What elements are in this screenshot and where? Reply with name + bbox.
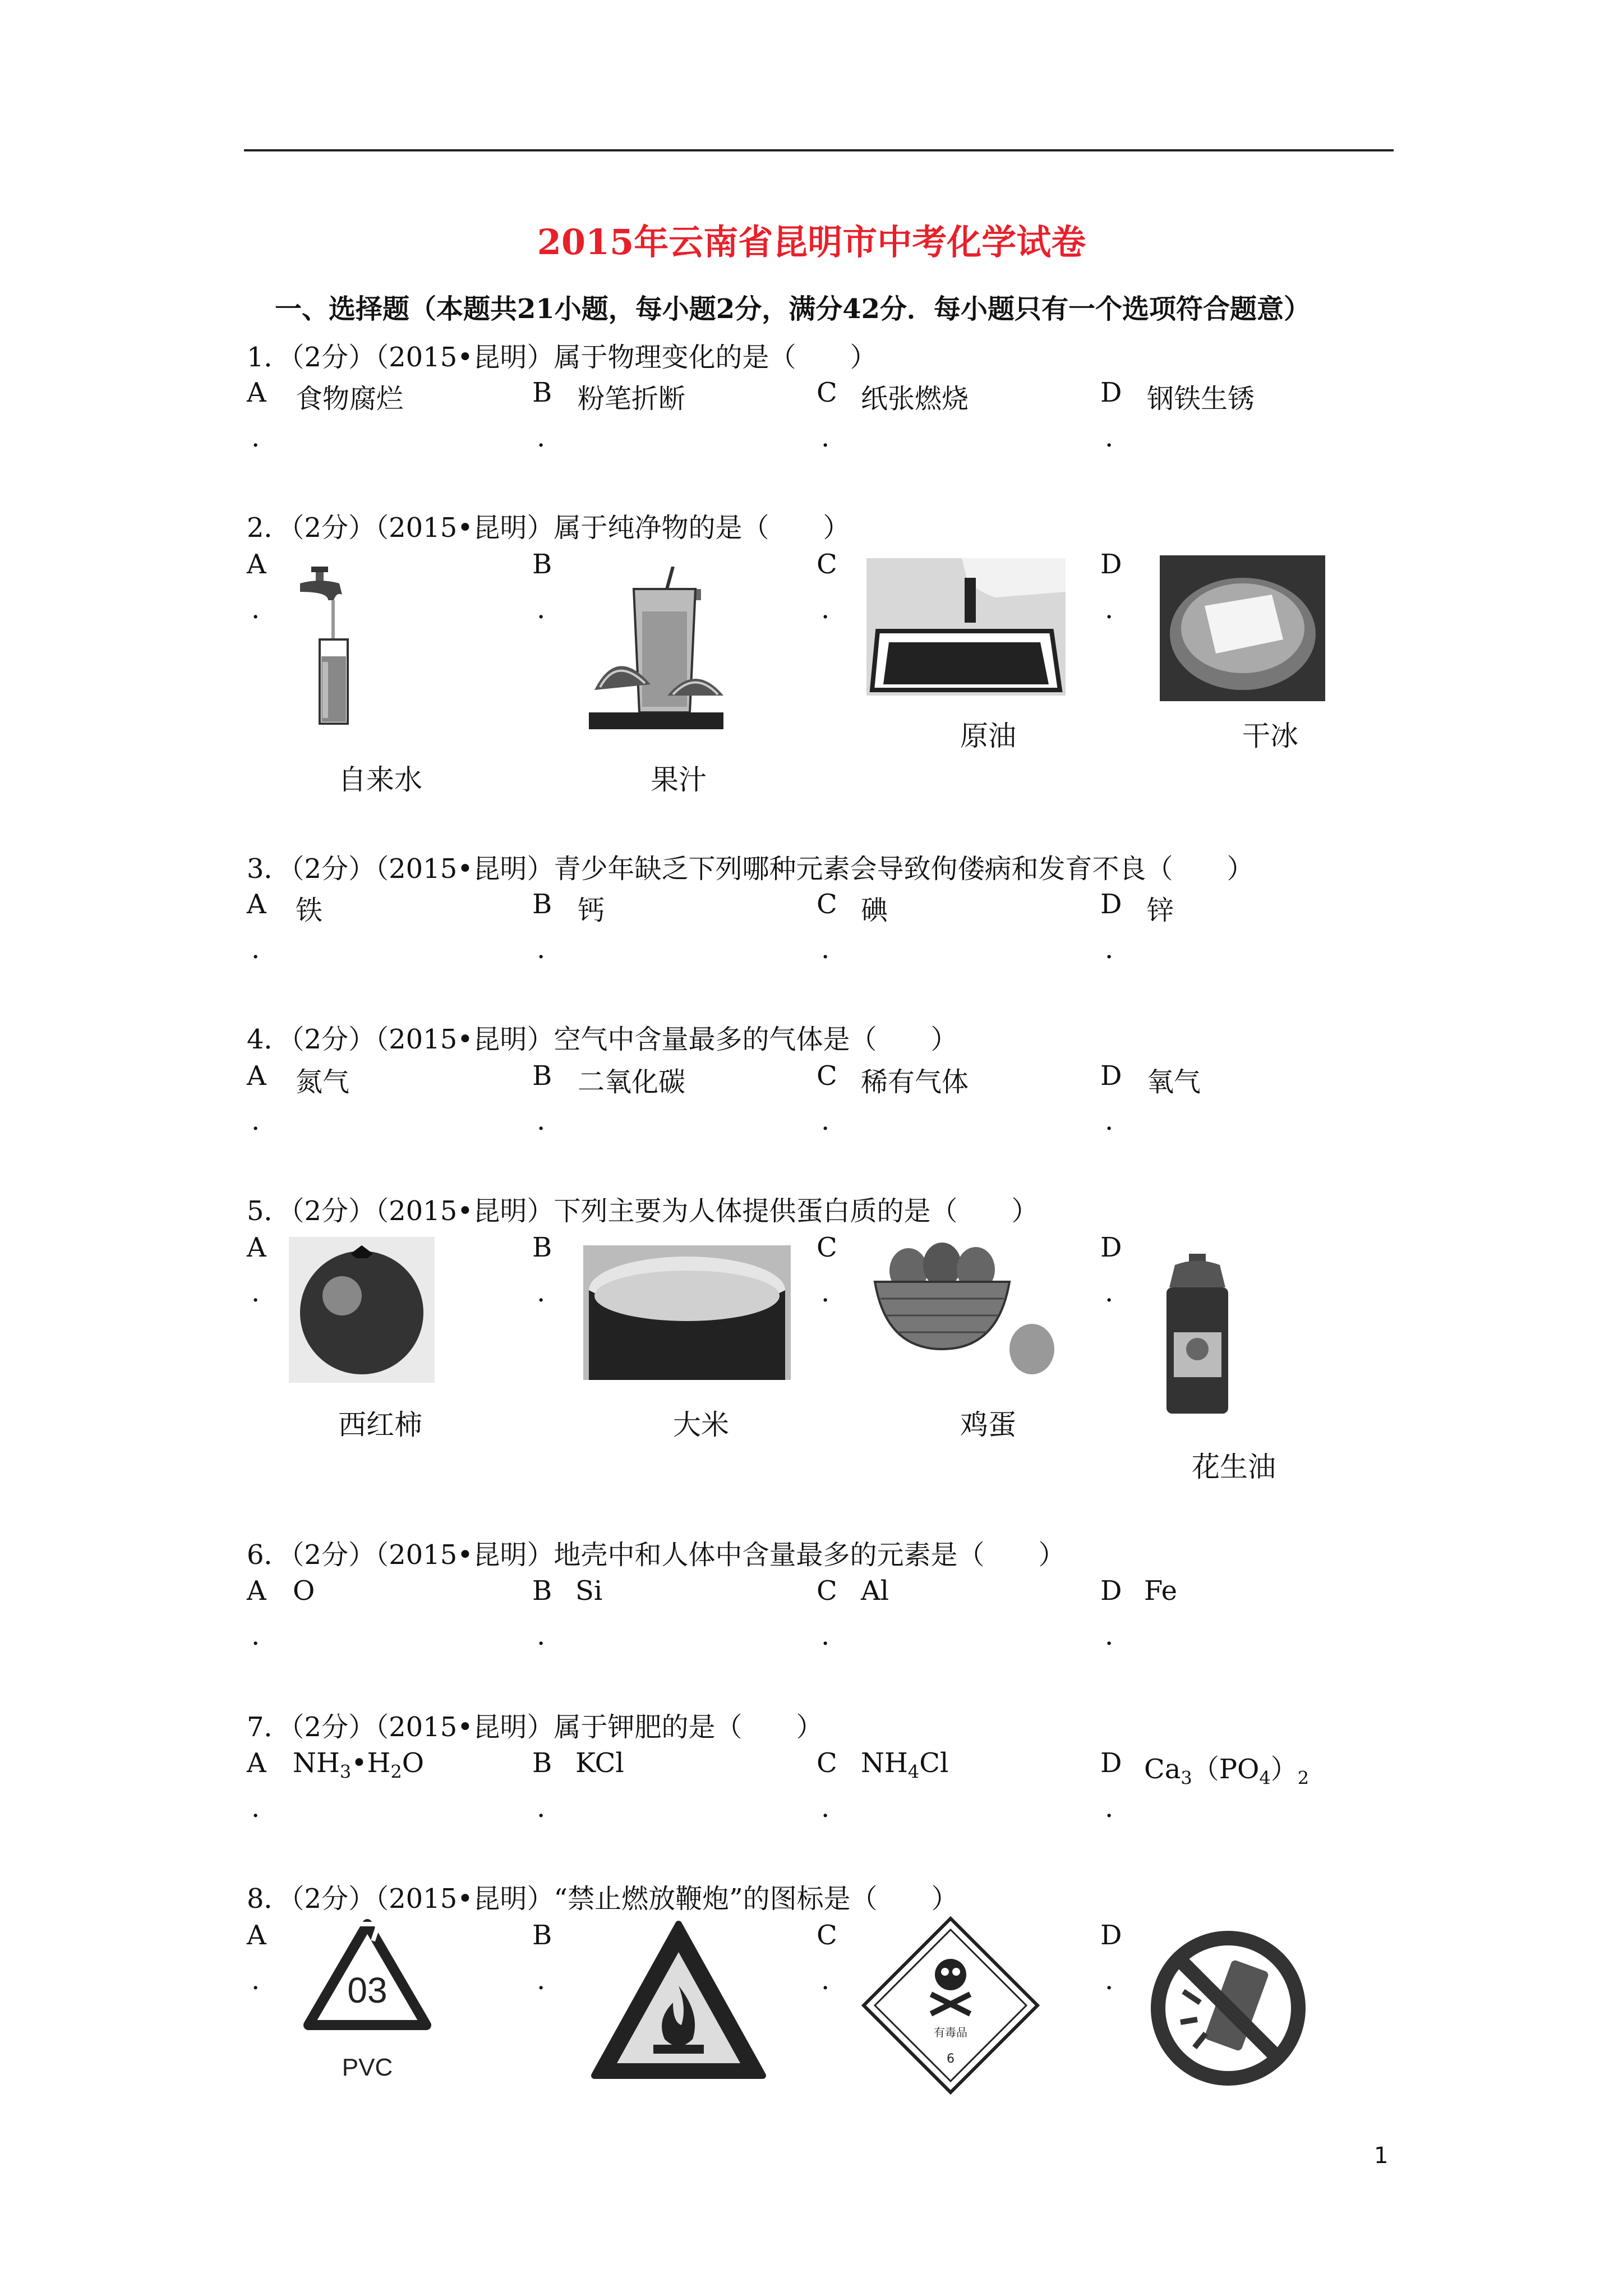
- q1-letter-b: B: [532, 377, 552, 408]
- q4-letter-d: D: [1100, 1060, 1122, 1092]
- q4-option-d[interactable]: 氧气: [1147, 1066, 1201, 1098]
- q1-dot-b: .: [537, 422, 546, 453]
- q3-option-b[interactable]: 钙: [578, 895, 605, 926]
- q5-caption-d: 花生油: [1192, 1451, 1276, 1483]
- q6-dot-b: .: [537, 1620, 546, 1651]
- flammable-warning-icon[interactable]: [589, 1918, 768, 2087]
- q6-letter-a: A: [247, 1575, 266, 1607]
- question-1-stem: 1．（2分）（2015•昆明）属于物理变化的是（ ）: [247, 342, 877, 373]
- q3-letter-c: C: [817, 889, 837, 920]
- q3-option-c[interactable]: 碘: [861, 895, 888, 926]
- q7-letter-b: B: [532, 1747, 552, 1779]
- q7-dot-b: .: [537, 1792, 546, 1824]
- question-8-stem: 8．（2分）（2015•昆明）“禁止燃放鞭炮”的图标是（ ）: [247, 1883, 958, 1915]
- toxic-label: 有毒品: [934, 2026, 967, 2039]
- q2-caption-c: 原油: [960, 720, 1016, 752]
- q2-letter-c: C: [817, 549, 837, 580]
- q8-letter-c: C: [817, 1920, 837, 1951]
- q1-option-d[interactable]: 钢铁生锈: [1147, 383, 1255, 415]
- q3-option-d[interactable]: 锌: [1147, 895, 1174, 926]
- tap-water-image[interactable]: [289, 567, 373, 735]
- eggs-image[interactable]: [864, 1237, 1071, 1383]
- q2-dot-b: .: [537, 593, 546, 625]
- recycle-number: 03: [347, 1970, 388, 2010]
- q5-letter-b: B: [532, 1232, 552, 1263]
- q7-dot-d: .: [1105, 1792, 1114, 1824]
- q4-dot-b: .: [537, 1105, 546, 1137]
- q7-letter-d: D: [1100, 1747, 1122, 1779]
- question-6-stem: 6．（2分）（2015•昆明）地壳中和人体中含量最多的元素是（ ）: [247, 1539, 1066, 1571]
- q6-dot-d: .: [1105, 1620, 1114, 1651]
- recycle-label: PVC: [342, 2054, 393, 2081]
- no-firecrackers-icon[interactable]: [1150, 1930, 1307, 2087]
- q4-dot-a: .: [251, 1105, 260, 1137]
- q1-dot-a: .: [251, 422, 260, 453]
- q3-option-a[interactable]: 铁: [296, 895, 323, 926]
- q1-letter-c: C: [817, 377, 837, 408]
- q3-dot-d: .: [1105, 933, 1114, 965]
- question-5-stem: 5．（2分）（2015•昆明）下列主要为人体提供蛋白质的是（ ）: [247, 1195, 1039, 1227]
- q5-dot-d: .: [1105, 1277, 1114, 1308]
- q8-letter-b: B: [532, 1920, 552, 1951]
- q2-caption-b: 果汁: [651, 763, 707, 796]
- peanut-oil-image[interactable]: [1158, 1254, 1237, 1416]
- q4-letter-a: A: [247, 1060, 266, 1092]
- q5-letter-a: A: [247, 1232, 266, 1263]
- q8-dot-c: .: [821, 1964, 830, 1996]
- q6-dot-a: .: [251, 1620, 260, 1651]
- q2-caption-a: 自来水: [338, 763, 422, 796]
- q3-dot-b: .: [537, 933, 546, 965]
- q7-option-a[interactable]: $NH_3•H_2O$: [293, 1747, 425, 1783]
- toxic-class: 6: [947, 2052, 955, 2066]
- rice-image[interactable]: [583, 1245, 791, 1380]
- question-2-stem: 2．（2分）（2015•昆明）属于纯净物的是（ ）: [247, 512, 850, 544]
- question-4-stem: 4．（2分）（2015•昆明）空气中含量最多的气体是（ ）: [247, 1024, 958, 1055]
- q4-letter-c: C: [817, 1060, 837, 1092]
- q5-dot-b: .: [537, 1277, 546, 1308]
- q5-letter-d: D: [1100, 1232, 1122, 1263]
- q3-letter-a: A: [247, 889, 266, 920]
- q6-option-c[interactable]: Al: [861, 1575, 889, 1607]
- q5-caption-c: 鸡蛋: [960, 1409, 1016, 1441]
- q4-option-b[interactable]: 二氧化碳: [578, 1066, 686, 1098]
- q4-letter-b: B: [532, 1060, 552, 1092]
- q3-dot-a: .: [251, 933, 260, 965]
- q2-letter-a: A: [247, 549, 266, 580]
- question-7-stem: 7．（2分）（2015•昆明）属于钾肥的是（ ）: [247, 1711, 823, 1743]
- q5-dot-a: .: [251, 1277, 260, 1308]
- q8-dot-d: .: [1105, 1964, 1114, 1996]
- q4-option-a[interactable]: 氮气: [296, 1066, 350, 1098]
- q6-option-b[interactable]: Si: [575, 1575, 603, 1607]
- q1-option-b[interactable]: 粉笔折断: [578, 383, 686, 415]
- q8-dot-a: .: [251, 1964, 260, 1996]
- q7-option-d[interactable]: $Ca_3(PO_4)_2$: [1144, 1754, 1310, 1789]
- q2-letter-b: B: [532, 549, 552, 580]
- page-number: 1: [1374, 2143, 1389, 2169]
- q7-dot-a: .: [251, 1792, 260, 1824]
- q6-letter-c: C: [817, 1575, 837, 1607]
- q3-letter-b: B: [532, 889, 552, 920]
- q6-letter-d: D: [1100, 1575, 1122, 1607]
- tomato-image[interactable]: [289, 1237, 435, 1383]
- toxic-substance-icon[interactable]: [861, 1916, 1040, 2095]
- q2-dot-d: .: [1105, 593, 1114, 625]
- q6-option-a[interactable]: O: [293, 1575, 315, 1607]
- q2-dot-c: .: [821, 593, 830, 625]
- header-rule: [244, 149, 1394, 151]
- q6-dot-c: .: [821, 1620, 830, 1651]
- dry-ice-image[interactable]: [1160, 555, 1325, 701]
- q8-letter-d: D: [1100, 1920, 1122, 1951]
- q2-dot-a: .: [251, 593, 260, 625]
- crude-oil-image[interactable]: [866, 558, 1066, 696]
- q2-caption-d: 干冰: [1242, 720, 1298, 752]
- q5-caption-b: 大米: [673, 1409, 729, 1441]
- q1-dot-c: .: [821, 422, 830, 453]
- q7-letter-a: A: [247, 1747, 266, 1779]
- q1-option-a[interactable]: 食物腐烂: [296, 383, 404, 415]
- juice-image[interactable]: [583, 567, 729, 735]
- q5-dot-c: .: [821, 1277, 830, 1308]
- q6-letter-b: B: [532, 1575, 552, 1607]
- q7-option-b[interactable]: KCl: [575, 1747, 624, 1779]
- recycle-pvc-icon[interactable]: [294, 1913, 440, 2087]
- q8-letter-a: A: [247, 1920, 266, 1951]
- q4-dot-c: .: [821, 1105, 830, 1137]
- q5-letter-c: C: [817, 1232, 837, 1263]
- q3-letter-d: D: [1100, 889, 1122, 920]
- q5-caption-a: 西红柿: [338, 1409, 422, 1441]
- q1-letter-a: A: [247, 377, 266, 408]
- q6-option-d[interactable]: Fe: [1144, 1575, 1178, 1607]
- q8-dot-b: .: [537, 1964, 546, 1996]
- q3-dot-c: .: [821, 933, 830, 965]
- q1-dot-d: .: [1105, 422, 1114, 453]
- q7-option-c[interactable]: $NH_4Cl$: [861, 1747, 949, 1783]
- q1-option-c[interactable]: 纸张燃烧: [861, 383, 969, 415]
- q4-option-c[interactable]: 稀有气体: [861, 1066, 969, 1098]
- q1-letter-d: D: [1100, 377, 1122, 408]
- section-heading: 一、选择题（本题共21小题，每小题2分，满分42分．每小题只有一个选项符合题意）: [275, 293, 1311, 325]
- q7-letter-c: C: [817, 1747, 837, 1779]
- q2-letter-d: D: [1100, 549, 1122, 580]
- q7-dot-c: .: [821, 1792, 830, 1824]
- page-title: 2015年云南省昆明市中考化学试卷: [537, 222, 1086, 263]
- question-3-stem: 3．（2分）（2015•昆明）青少年缺乏下列哪种元素会导致佝偻病和发育不良（ ）: [247, 853, 1254, 885]
- q4-dot-d: .: [1105, 1105, 1114, 1137]
